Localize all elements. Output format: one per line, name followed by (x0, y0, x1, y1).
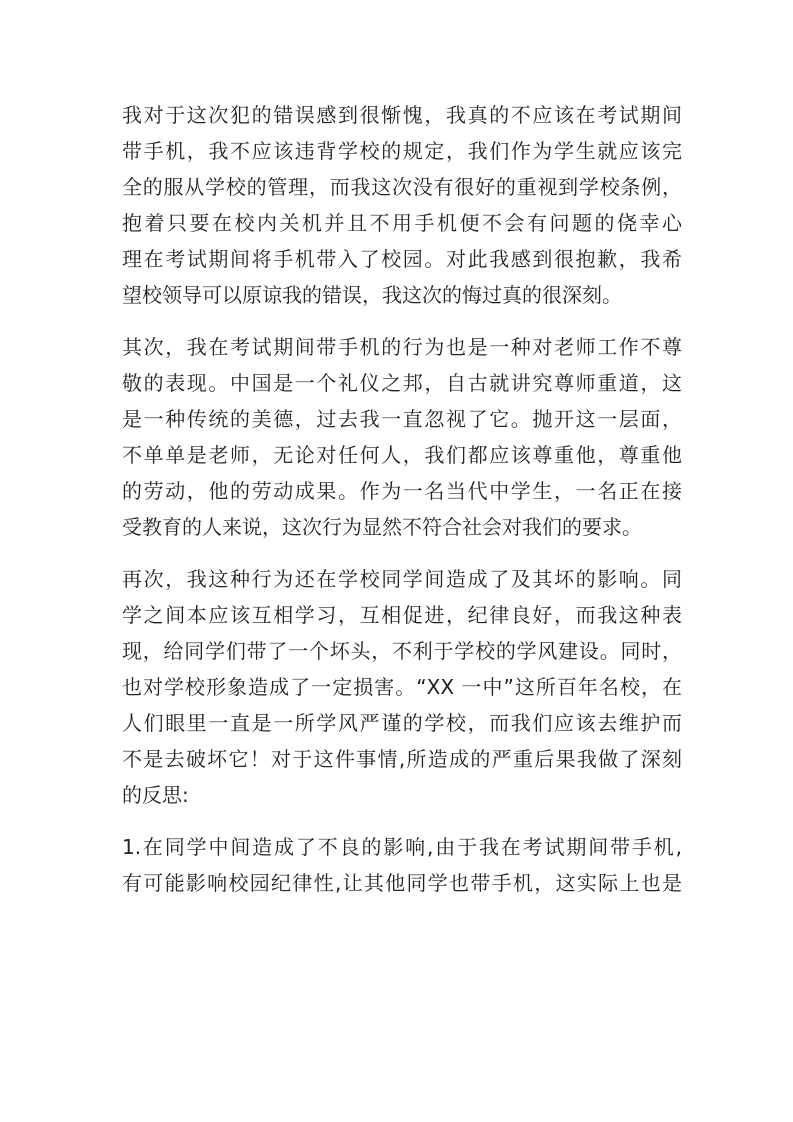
paragraph-1 (122, 97, 682, 313)
text-line: 人们眼里一直是一所学风严谨的学校，而我们应该去维护而 (122, 711, 682, 735)
text-line: 全的服从学校的管理，而我这次没有很好的重视到学校条例， (122, 175, 682, 199)
text-line: 抱着只要在校内关机并且不用手机便不会有问题的侥幸心 (122, 211, 682, 235)
text-line: 再次，我这种行为还在学校同学间造成了及其坏的影响。同 (122, 567, 682, 591)
text-line: 现，给同学们带了一个坏头，不利于学校的学风建设。同时， (122, 639, 682, 663)
text-line: 其次，我在考试期间带手机的行为也是一种对老师工作不尊 (122, 335, 682, 359)
text-line: 1.在同学中间造成了不良的影响,由于我在考试期间带手机, (122, 835, 682, 859)
text-line: 理在考试期间将手机带入了校园。对此我感到很抱歉，我希 (122, 247, 682, 271)
text-line: 的劳动，他的劳动成果。作为一名当代中学生，一名正在接 (122, 479, 682, 503)
paragraph-2 (122, 329, 682, 545)
text-line: 学之间本应该互相学习，互相促进，纪律良好，而我这种表 (122, 603, 682, 627)
document-body (122, 97, 682, 917)
text-line: 带手机，我不应该违背学校的规定，我们作为学生就应该完 (122, 139, 682, 163)
text-line: 也对学校形象造成了一定损害。“XX 一中”这所百年名校，在 (122, 675, 682, 699)
text-line: 不是去破坏它！对于这件事情,所造成的严重后果我做了深刻 (122, 747, 682, 771)
paragraph-3 (122, 561, 682, 813)
paragraph-4 (122, 829, 682, 901)
text-line: 望校领导可以原谅我的错误，我这次的悔过真的很深刻。 (122, 283, 622, 307)
text-line: 有可能影响校园纪律性,让其他同学也带手机，这实际上也是 (122, 871, 682, 895)
text-line: 是一种传统的美德，过去我一直忽视了它。抛开这一层面， (122, 407, 682, 431)
text-line: 我对于这次犯的错误感到很惭愧，我真的不应该在考试期间 (122, 103, 682, 127)
text-line: 的反思: (122, 783, 189, 807)
text-line: 不单单是老师，无论对任何人，我们都应该尊重他，尊重他 (122, 443, 682, 467)
text-line: 敬的表现。中国是一个礼仪之邦，自古就讲究尊师重道，这 (122, 371, 682, 395)
text-line: 受教育的人来说，这次行为显然不符合社会对我们的要求。 (122, 515, 642, 539)
